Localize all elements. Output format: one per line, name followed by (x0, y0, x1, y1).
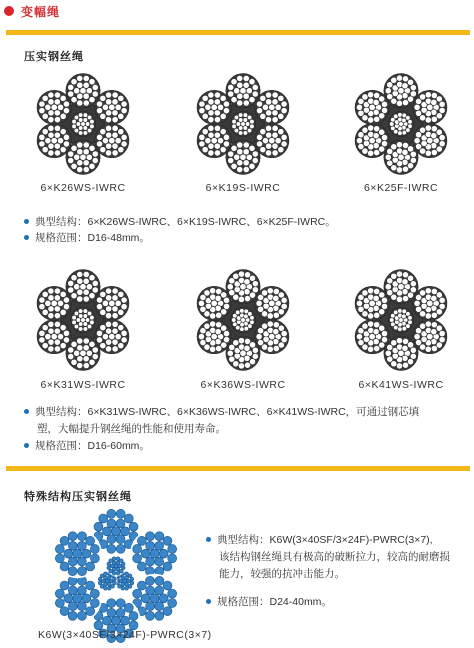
divider-bar-top (6, 30, 470, 35)
rope-image-k19s (191, 72, 295, 176)
bullet-dot-icon (206, 599, 211, 604)
rope-image-k31ws (31, 268, 135, 372)
bullet-structure-special (206, 532, 466, 583)
bullet-dot-icon (24, 235, 29, 240)
rope-caption-2: 6×K19S-IWRC (205, 182, 281, 194)
bullet-dot-icon (24, 443, 29, 448)
bullet-range-row1 (24, 230, 150, 247)
rope-image-k36ws (191, 268, 295, 372)
bullet-text-line1: 典型结构：K6W(3×40SF/3×24F)-PWRC(3×7), (217, 534, 433, 546)
rope-caption-6: 6×K41WS-IWRC (358, 379, 444, 391)
rope-caption-5: 6×K36WS-IWRC (200, 379, 286, 391)
special-rope-caption: K6W(3×40SF/3×24F)-PWRC(3×7) (38, 629, 212, 641)
rope-caption-1: 6×K26WS-IWRC (40, 182, 126, 194)
bullet-text: 典型结构：6×K26WS-IWRC、6×K19S-IWRC、6×K25F-IWRC。 (35, 216, 336, 228)
header-dot-icon (4, 6, 14, 16)
bullet-dot-icon (206, 537, 211, 542)
bullet-text-line3: 能力，较强的抗冲击能力。 (219, 568, 345, 580)
bullet-range-special (206, 594, 332, 611)
section-header (4, 3, 60, 19)
bullet-text-line1: 典型结构：6×K31WS-IWRC、6×K36WS-IWRC、6×K41WS-IWRC，可通过钢芯填 (35, 406, 420, 418)
rope-caption-4: 6×K31WS-IWRC (40, 379, 126, 391)
section2-title: 特殊结构压实钢丝绳 (24, 491, 132, 503)
bullet-dot-icon (24, 219, 29, 224)
bullet-text: 规格范围：D24-40mm。 (217, 596, 332, 608)
bullet-structure-row2 (24, 404, 464, 438)
bullet-text: 规格范围：D16-48mm。 (35, 232, 150, 244)
bullet-text: 规格范围：D16-60mm。 (35, 440, 150, 452)
bullet-dot-icon (24, 409, 29, 414)
bullet-text-line2: 塑，大幅提升钢丝绳的性能和使用寿命。 (37, 423, 226, 435)
rope-image-k25f (349, 72, 453, 176)
section1-title: 压实钢丝绳 (24, 51, 84, 63)
rope-caption-3: 6×K25F-IWRC (363, 182, 439, 194)
rope-image-k41ws (349, 268, 453, 372)
divider-bar-middle (6, 466, 470, 471)
bullet-range-row2 (24, 438, 150, 455)
rope-image-k6w-special (44, 504, 188, 648)
header-title: 变幅绳 (21, 4, 61, 19)
bullet-structure-row1 (24, 214, 336, 231)
rope-image-k26ws (31, 72, 135, 176)
bullet-text-line2: 该结构钢丝绳具有极高的破断拉力，较高的耐磨损 (219, 551, 450, 563)
